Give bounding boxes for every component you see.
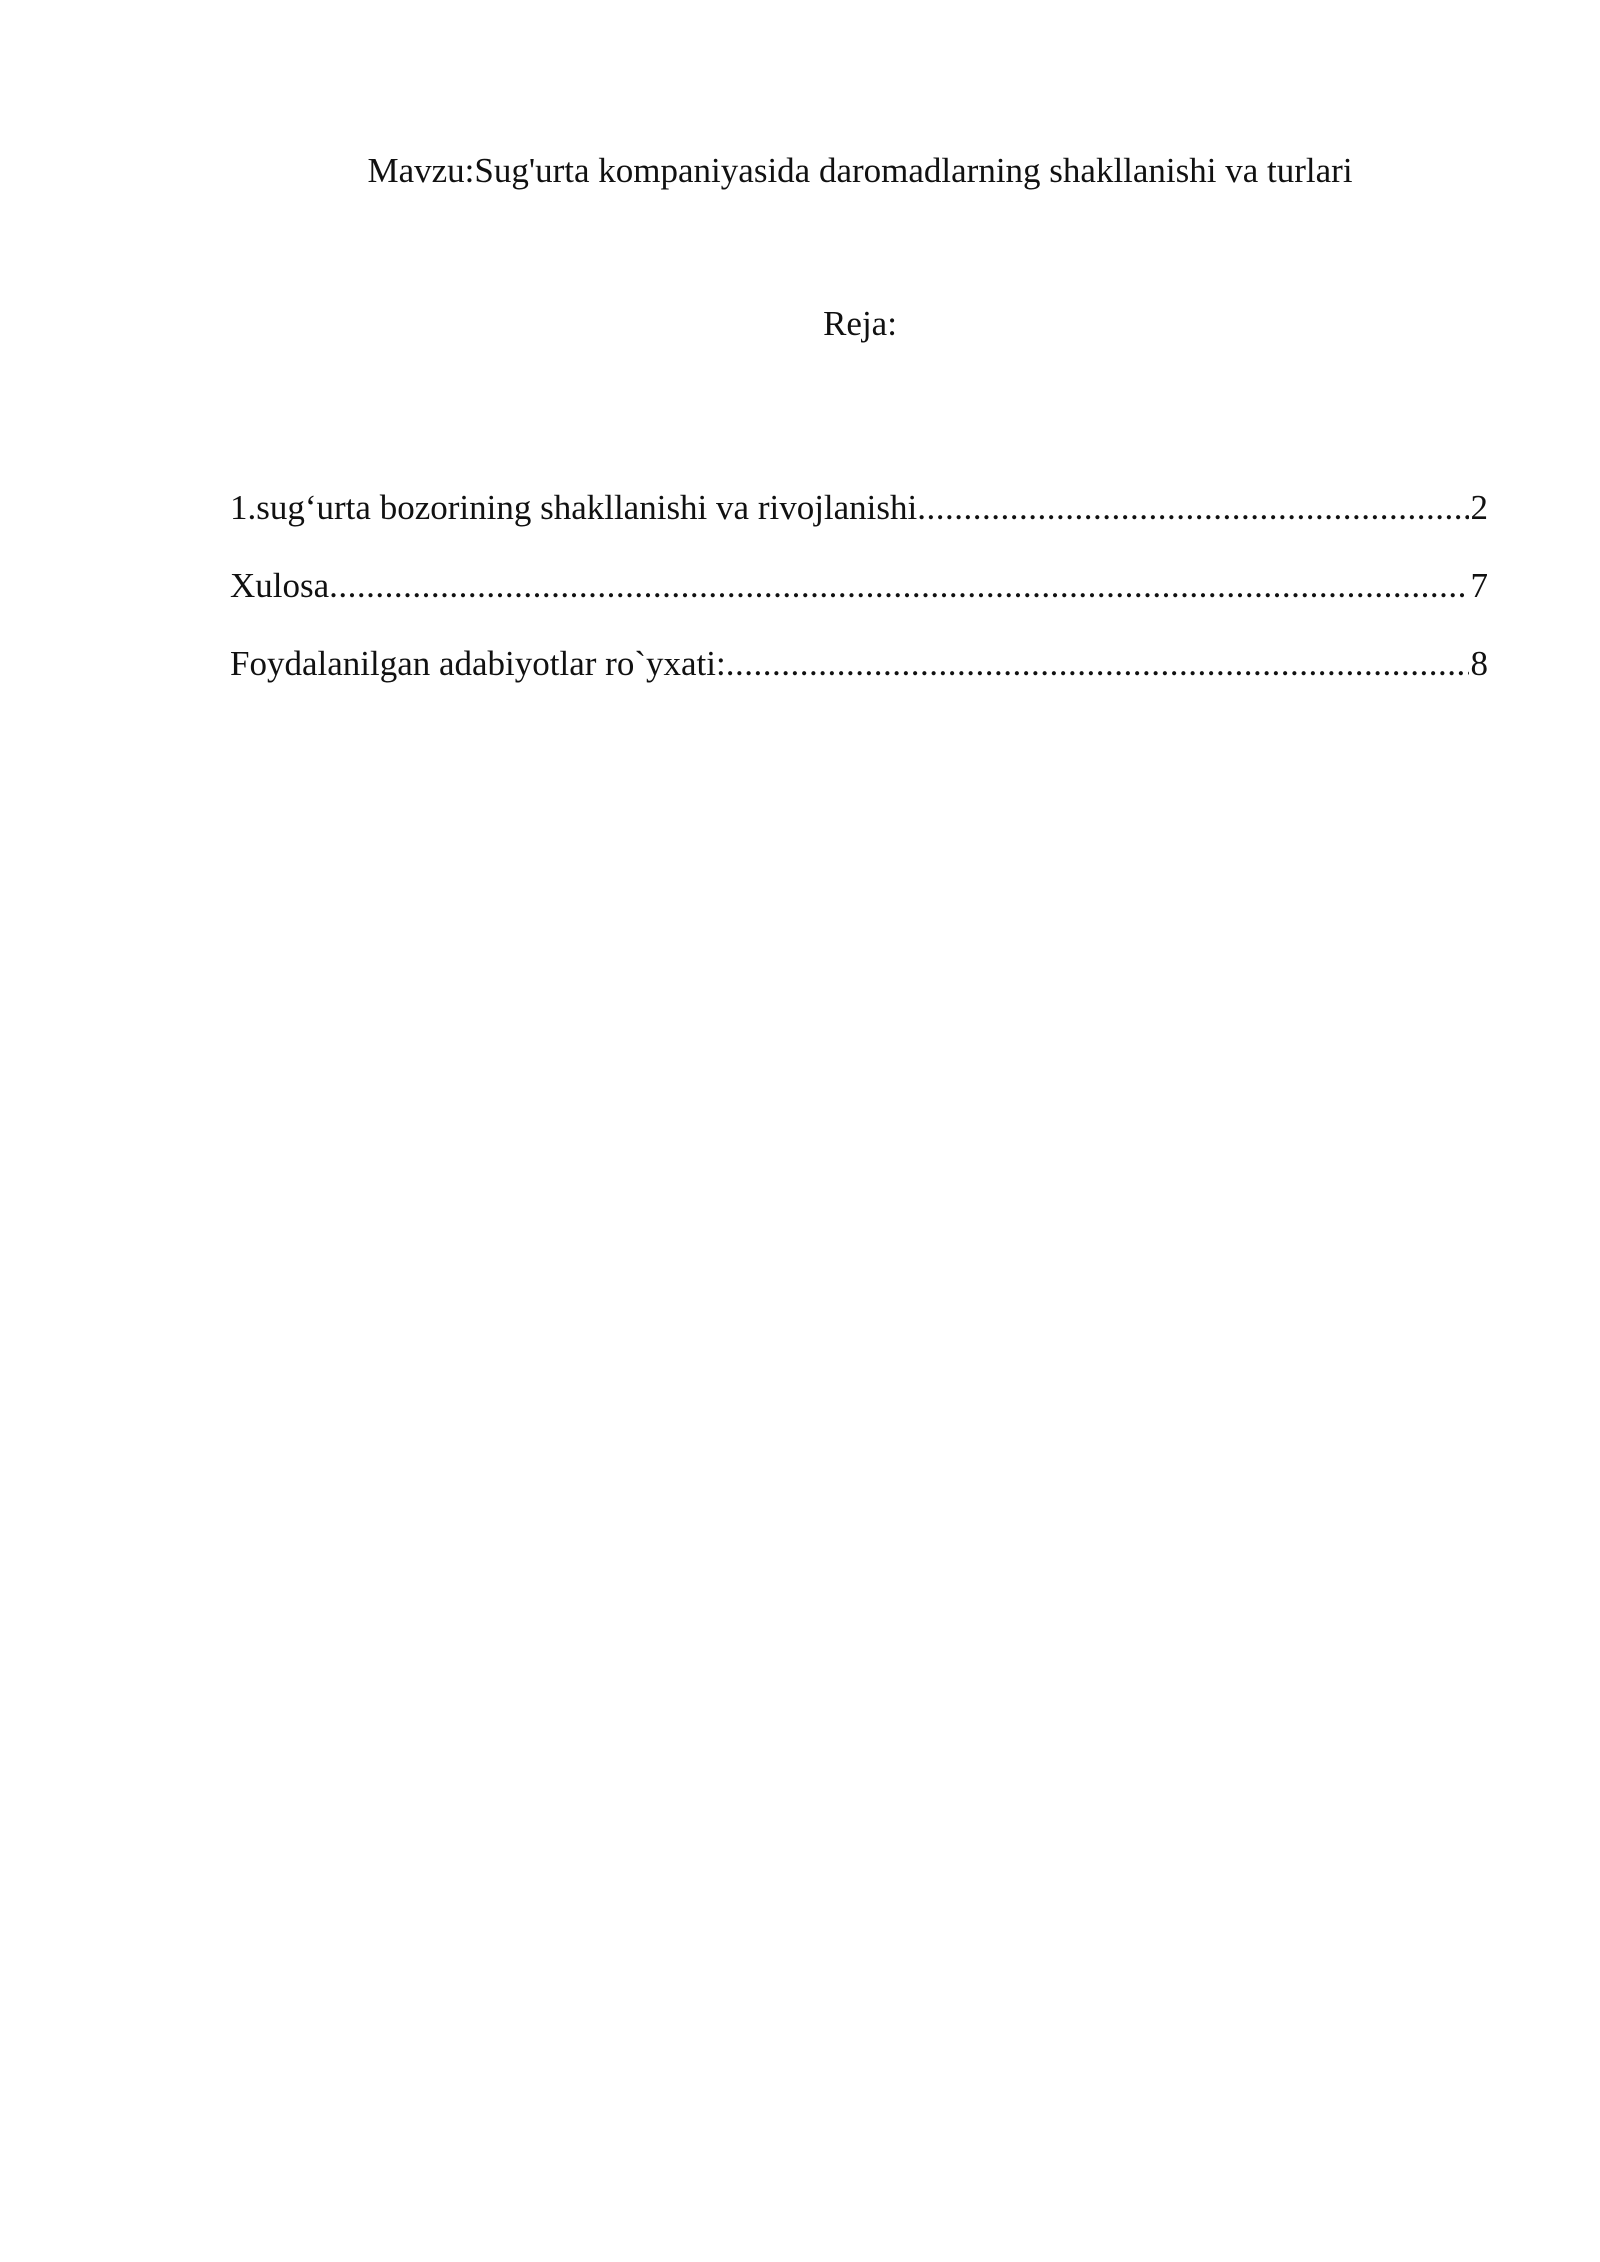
toc-entry <box>230 565 1488 643</box>
toc-entry-label: Foydalanilgan adabiyotlar ro`yxati: <box>230 644 726 683</box>
toc-entry-page: 8 <box>1470 644 1488 683</box>
toc-dot-leader <box>329 565 1468 607</box>
toc-entry-page: 7 <box>1470 566 1488 605</box>
toc-dot-leader <box>726 643 1469 685</box>
toc-entry-page: 2 <box>1470 488 1488 527</box>
table-of-contents <box>230 487 1488 721</box>
document-title: Mavzu:Sug'urta kompaniyasida daromadlarning shakllanishi va turlari <box>367 151 1353 190</box>
toc-entry <box>230 643 1488 721</box>
toc-entry <box>230 487 1488 565</box>
toc-dot-leader <box>917 487 1468 529</box>
plan-heading: Reja: <box>823 304 897 343</box>
toc-entry-label: 1.sug‘urta bozorining shakllanishi va rivojlanishi <box>230 488 918 527</box>
toc-entry-label: Xulosa <box>230 566 330 605</box>
